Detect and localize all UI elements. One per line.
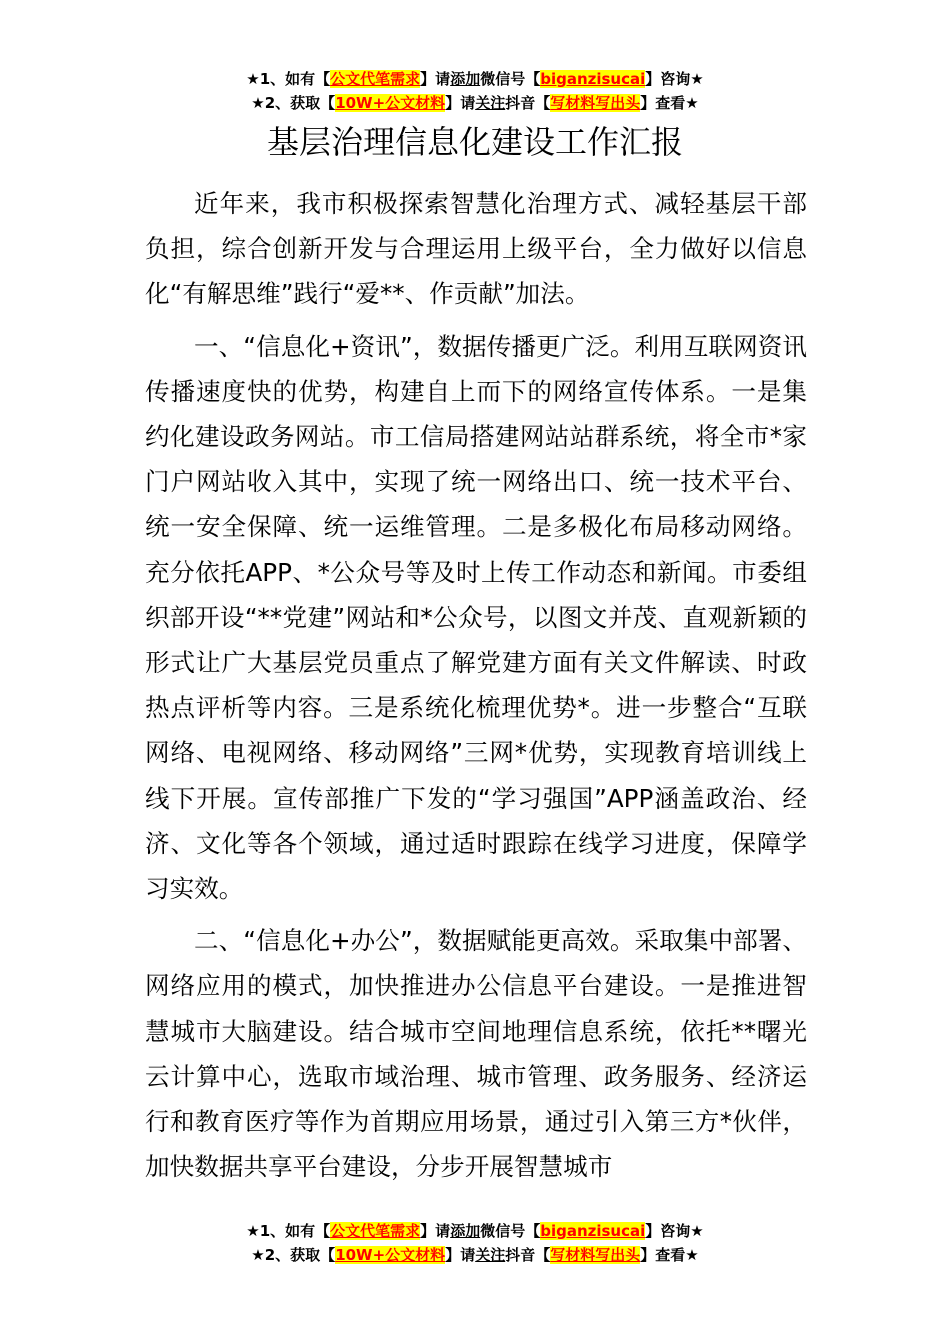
ad-text: 】请 <box>445 1246 476 1264</box>
ad-text: 】查看★ <box>640 94 699 112</box>
ad-highlight-douyin: 写材料写出头 <box>550 1246 641 1264</box>
ad-text: ★2、获取【 <box>251 1246 336 1264</box>
ad-emphasis: 关注 <box>475 94 506 112</box>
document-body <box>145 181 807 1199</box>
ad-text: 微信号【 <box>480 1222 541 1240</box>
body-paragraph-intro: 近年来，我市积极探索智慧化治理方式、减轻基层干部负担，综合创新开发与合理运用上级平台，全力做好以信息化“有解思维”践行“爱**、作贡献”加法。 <box>145 189 807 309</box>
ad-highlight-wechat-id: biganzisucai <box>540 1222 646 1240</box>
ad-highlight-materials: 10W+公文材料 <box>335 94 446 112</box>
ad-line-1 <box>0 1219 950 1243</box>
ad-text: 抖音【 <box>505 1246 551 1264</box>
document-title: 基层治理信息化建设工作汇报 <box>266 123 683 161</box>
ad-text: 】请 <box>420 70 451 88</box>
body-paragraph-section-1: 一、“信息化+资讯”，数据传播更广泛。利用互联网资讯传播速度快的优势，构建自上而下的网络宣传体系。一是集约化建设政务网站。市工信局搭建网站站群系统，将全市*家门户网站收入其中，实现了统一网络出口、统一技术平台、统一安全保障、统一运维管理。二是多极化布局移动网络。充分依托APP、*公众号等及时上传工作动态和新闻。市委组织部开设“**党建”网站和*公众号，以图文并茂、直观新颖的形式让广大基层党员重点了解党建方面有关文件解读、时政热点评析等内容。三是系统化梳理优势*。进一步整合“互联网络、电视网络、移动网络”三网*优势，实现教育培训线上线下开展。宣传部推广下发的“学习强国”APP涵盖政治、经济、文化等各个领域，通过适时跟踪在线学习进度，保障学习实效。 <box>145 331 807 904</box>
ad-emphasis: 关注 <box>475 1246 506 1264</box>
body-paragraph-section-2: 二、“信息化+办公”，数据赋能更高效。采取集中部署、网络应用的模式，加快推进办公信息平台建设。一是推进智慧城市大脑建设。结合城市空间地理信息系统，依托**曙光云计算中心，选取市域治理、城市管理、政务服务、经济运行和教育医疗等作为首期应用场景，通过引入第三方*伙伴，加快数据共享平台建设，分步开展智慧城市 <box>145 926 807 1182</box>
ad-text: ★2、获取【 <box>251 94 336 112</box>
ad-highlight-materials: 10W+公文材料 <box>335 1246 446 1264</box>
ad-text: 】请 <box>445 94 476 112</box>
ad-line-2 <box>0 91 950 115</box>
ad-line-1 <box>0 67 950 91</box>
header-ad-banner <box>0 67 950 115</box>
ad-text: 抖音【 <box>505 94 551 112</box>
ad-text: 】请 <box>420 1222 451 1240</box>
ad-text: ★1、如有【 <box>246 1222 331 1240</box>
ad-highlight-wechat-id: biganzisucai <box>540 70 646 88</box>
footer-ad-banner <box>0 1219 950 1267</box>
ad-emphasis: 添加 <box>450 70 481 88</box>
ad-text: 】查看★ <box>640 1246 699 1264</box>
ad-line-2 <box>0 1243 950 1267</box>
ad-highlight-service: 公文代笔需求 <box>330 1222 421 1240</box>
ad-highlight-service: 公文代笔需求 <box>330 70 421 88</box>
ad-text: 】咨询★ <box>645 1222 704 1240</box>
ad-emphasis: 添加 <box>450 1222 481 1240</box>
ad-text: 】咨询★ <box>645 70 704 88</box>
ad-text: 微信号【 <box>480 70 541 88</box>
ad-highlight-douyin: 写材料写出头 <box>550 94 641 112</box>
ad-text: ★1、如有【 <box>246 70 331 88</box>
